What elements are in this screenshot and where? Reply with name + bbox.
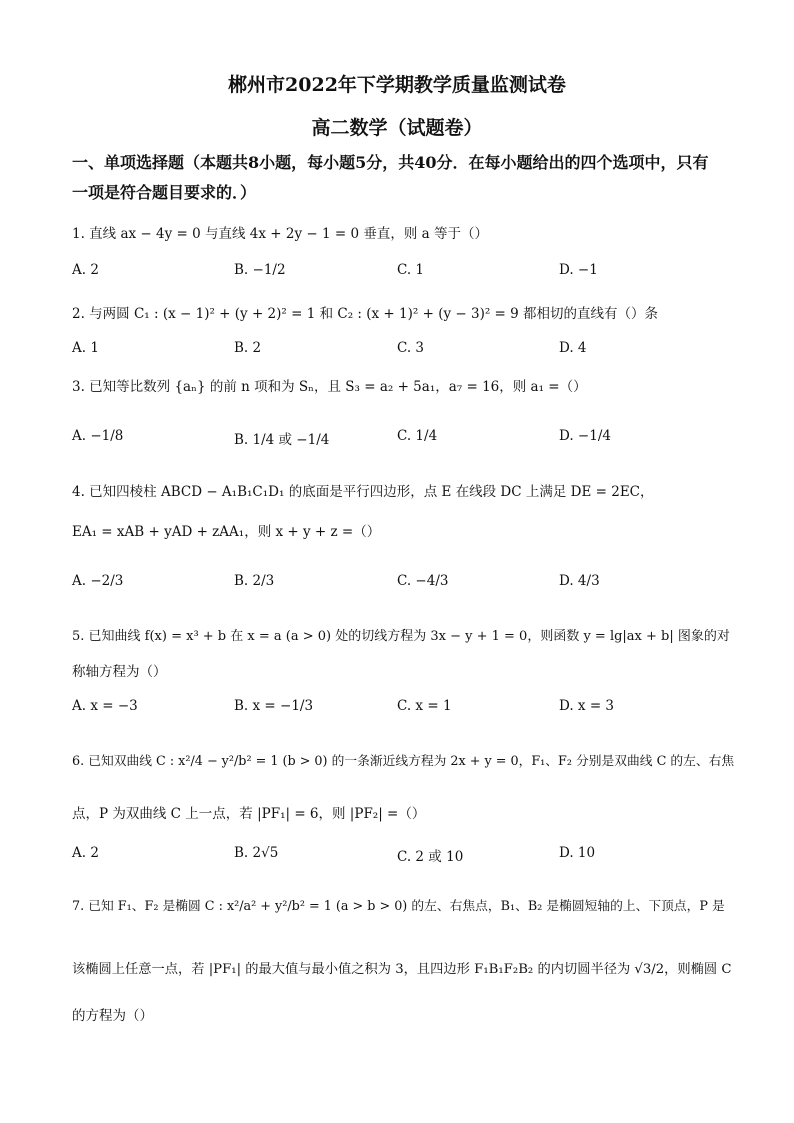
question-4: 4. 已知四棱柱 ABCD − A₁B₁C₁D₁ 的底面是平行四边形，点 E 在线段 DC 上满足 DE = 2EC， bbox=[72, 484, 654, 500]
option-d: D. 4 bbox=[559, 340, 587, 356]
question-7-cont2: 的方程为（） bbox=[72, 1008, 153, 1024]
option-d: D. 4/3 bbox=[559, 573, 600, 589]
option-a: A. −2/3 bbox=[72, 573, 124, 589]
question-6-cont: 点，P 为双曲线 C 上一点，若 |PF₁| = 6，则 |PF₂| =（） bbox=[72, 806, 426, 822]
exam-subtitle: 高二数学（试题卷） bbox=[311, 117, 483, 139]
option-d: D. x = 3 bbox=[559, 698, 615, 714]
question-1: 1. 直线 ax − 4y = 0 与直线 4x + 2y − 1 = 0 垂直，则 a 等于（） bbox=[72, 226, 489, 242]
option-a: A. x = −3 bbox=[72, 698, 138, 714]
option-c: C. −4/3 bbox=[397, 573, 449, 589]
option-b: B. −1/2 bbox=[234, 262, 286, 278]
question-5: 5. 已知曲线 f(x) = x³ + b 在 x = a (a > 0) 处的切线方程为 3x − y + 1 = 0，则函数 y = lg|ax + b| 图象的对 bbox=[72, 629, 730, 644]
question-5-cont: 称轴方程为（） bbox=[72, 664, 167, 680]
option-c: C. 1 bbox=[397, 262, 425, 278]
option-c: C. 1/4 bbox=[397, 428, 438, 444]
option-a: A. 1 bbox=[72, 340, 99, 356]
question-2: 2. 与两圆 C₁ : (x − 1)² + (y + 2)² = 1 和 C₂ : (x + 1)² + (y − 3)² = 9 都相切的直线有（）条 bbox=[72, 306, 659, 322]
option-a: A. 2 bbox=[72, 262, 99, 278]
option-d: D. 10 bbox=[559, 845, 596, 861]
option-b: B. 2 bbox=[234, 340, 262, 356]
option-c: C. 3 bbox=[397, 340, 425, 356]
option-c: C. 2 或 10 bbox=[397, 849, 464, 865]
option-b: B. 2/3 bbox=[234, 573, 275, 589]
option-b: B. x = −1/3 bbox=[234, 698, 314, 714]
option-a: A. 2 bbox=[72, 845, 99, 861]
question-4-cont: EA₁ = xAB + yAD + zAA₁，则 x + y + z =（） bbox=[72, 524, 381, 540]
section-heading: 一、单项选择题（本题共8小题，每小题5分，共40分．在每小题给出的四个选项中，只有 bbox=[72, 153, 709, 172]
option-d: D. −1/4 bbox=[559, 428, 611, 444]
question-7: 7. 已知 F₁、F₂ 是椭圆 C : x²/a² + y²/b² = 1 (a > b > 0) 的左、右焦点，B₁、B₂ 是椭圆短轴的上、下顶点，P 是 bbox=[72, 899, 725, 914]
question-7-cont: 该椭圆上任意一点，若 |PF₁| 的最大值与最小值之积为 3，且四边形 F₁B₁F₂B₂ 的内切圆半径为 √3/2，则椭圆 C bbox=[72, 962, 732, 977]
section-heading-cont: 一项是符合题目要求的．） bbox=[72, 183, 257, 202]
option-d: D. −1 bbox=[559, 262, 598, 278]
option-b: B. 2√5 bbox=[234, 845, 279, 861]
option-b: B. 1/4 或 −1/4 bbox=[234, 432, 330, 448]
exam-title: 郴州市2022年下学期教学质量监测试卷 bbox=[228, 74, 566, 96]
question-3: 3. 已知等比数列 {aₙ} 的前 n 项和为 Sₙ，且 S₃ = a₂ + 5a₁，a₇ = 16，则 a₁ =（） bbox=[72, 379, 587, 395]
option-a: A. −1/8 bbox=[72, 428, 124, 444]
question-6: 6. 已知双曲线 C : x²/4 − y²/b² = 1 (b > 0) 的一条渐近线方程为 2x + y = 0，F₁、F₂ 分别是双曲线 C 的左、右焦 bbox=[72, 754, 735, 769]
option-c: C. x = 1 bbox=[397, 698, 452, 714]
